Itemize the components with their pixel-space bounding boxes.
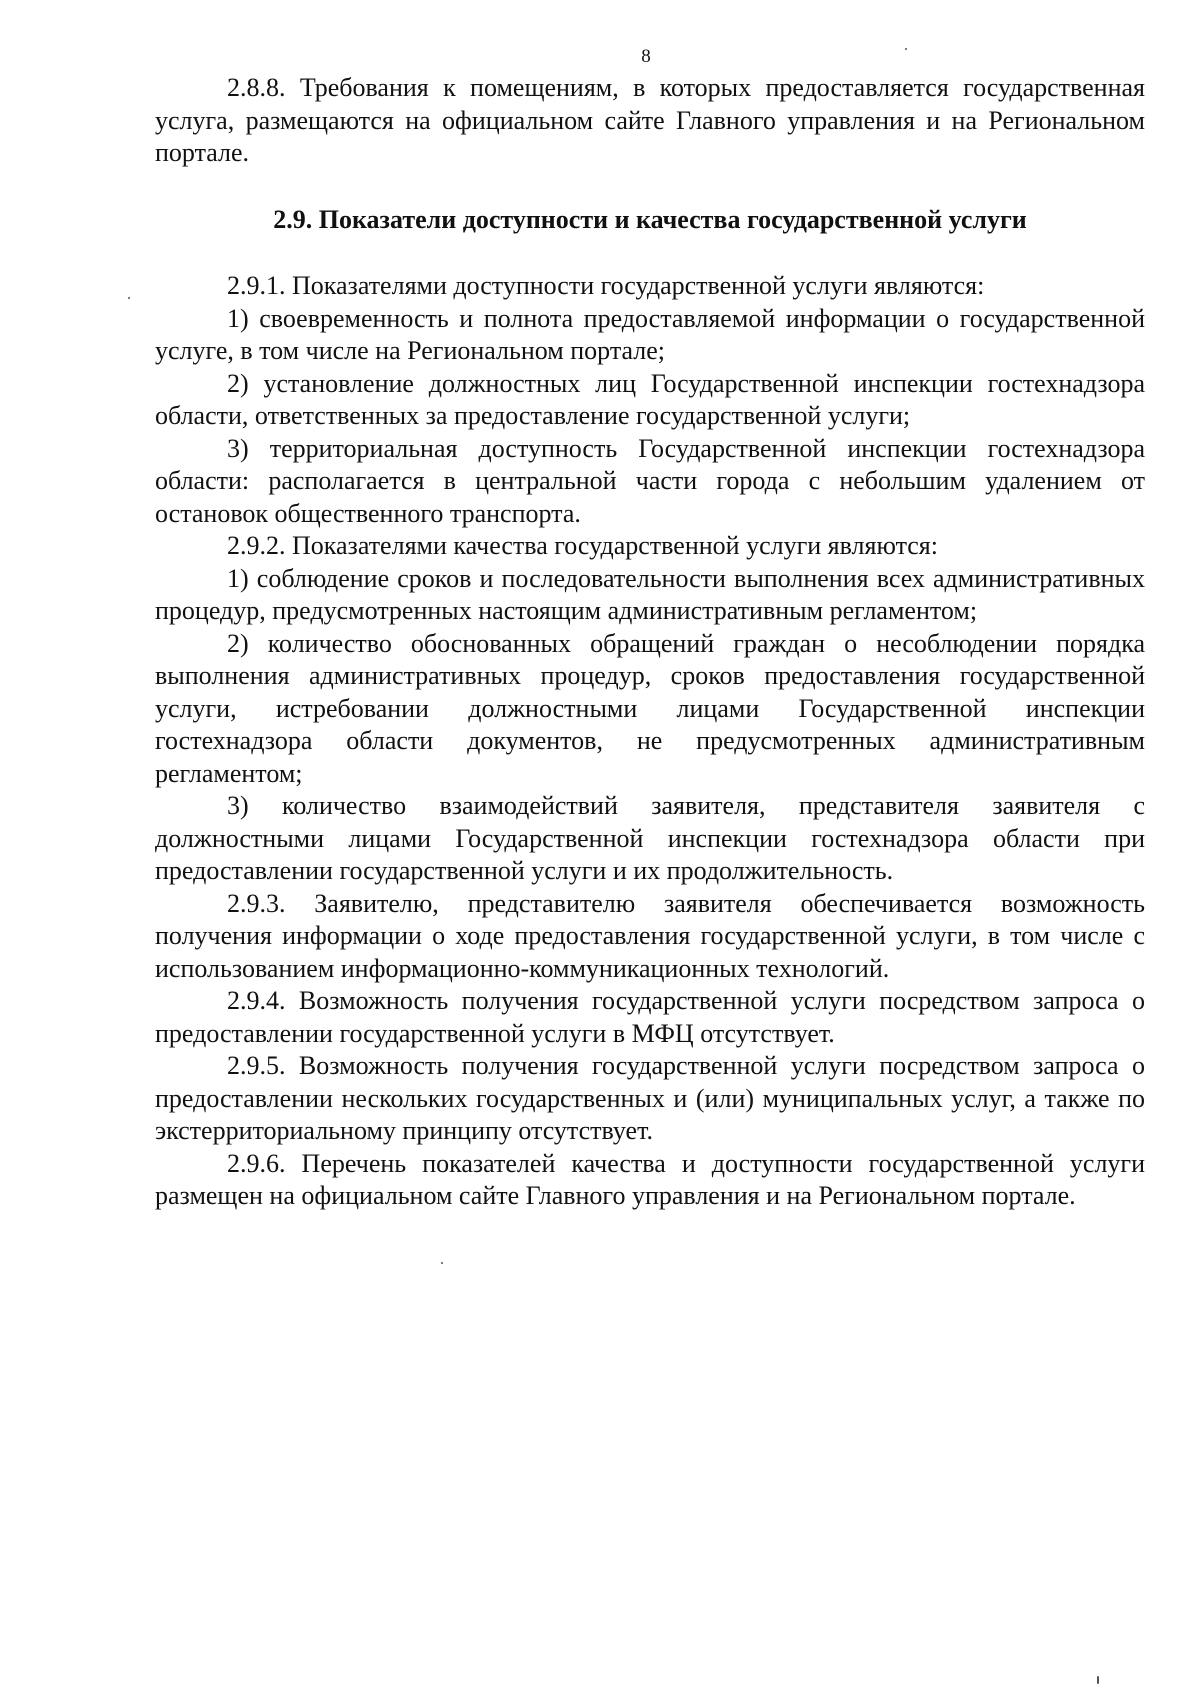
section-heading-2-9: 2.9. Показатели доступности и качества государственной услуги	[273, 204, 1027, 234]
list-item-accessibility-2: 2) установление должностных лиц Государственной инспекции гостехнадзора области, ответственных за предоставление государственной услуги;	[155, 368, 1145, 430]
paragraph-2-8-8: 2.8.8. Требования к помещениям, в которых предоставляется государственная услуга, размещаются на официальном сайте Главного управления и на Региональном портале.	[155, 73, 1145, 167]
scan-speck	[128, 297, 130, 299]
page-number: 8	[641, 46, 651, 67]
list-item-quality-1: 1) соблюдение сроков и последовательности выполнения всех административных процедур, предусмотренных настоящим административным регламентом;	[155, 563, 1145, 625]
list-item-quality-3: 3) количество взаимодействий заявителя, представителя заявителя с должностными лицами Государственной инспекции гостехнадзора области при предоставлении государственной услуги и их продолжительность.	[155, 791, 1145, 885]
list-item-accessibility-1: 1) своевременность и полнота предоставляемой информации о государственной услуге, в том числе на Региональном портале;	[155, 303, 1145, 365]
paragraph-2-9-2: 2.9.2. Показателями качества государственной услуги являются:	[227, 531, 938, 560]
paragraph-2-9-1: 2.9.1. Показателями доступности государственной услуги являются:	[227, 271, 985, 300]
document-body	[155, 72, 1145, 1213]
paragraph-2-9-6: 2.9.6. Перечень показателей качества и доступности государственной услуги размещен на официальном сайте Главного управления и на Региональном портале.	[155, 1148, 1145, 1210]
paragraph-2-9-5: 2.9.5. Возможность получения государственной услуги посредством запроса о предоставлении нескольких государственных и (или) муниципальных услуг, а также по экстерриториальному принципу отсутствует.	[155, 1051, 1145, 1145]
list-item-quality-2: 2) количество обоснованных обращений граждан о несоблюдении порядка выполнения административных процедур, сроков предоставления государственной услуги, истребовании должностными лицами Государственной инспекции гостехнадзора области документов, не предусмотренных административным регламентом;	[155, 628, 1145, 788]
scan-speck	[905, 48, 907, 50]
scan-speck	[441, 1262, 443, 1264]
list-item-accessibility-3: 3) территориальная доступность Государственной инспекции гостехнадзора области: располагается в центральной части города с небольшим удалением от остановок общественного транспорта.	[155, 433, 1145, 528]
paragraph-2-9-3: 2.9.3. Заявителю, представителю заявителя обеспечивается возможность получения информации о ходе предоставления государственной услуги, в том числе с использованием информационно-коммуникационных технологий.	[155, 888, 1145, 983]
scan-speck	[1097, 1676, 1099, 1684]
paragraph-2-9-4: 2.9.4. Возможность получения государственной услуги посредством запроса о предоставлении государственной услуги в МФЦ отсутствует.	[155, 986, 1145, 1048]
